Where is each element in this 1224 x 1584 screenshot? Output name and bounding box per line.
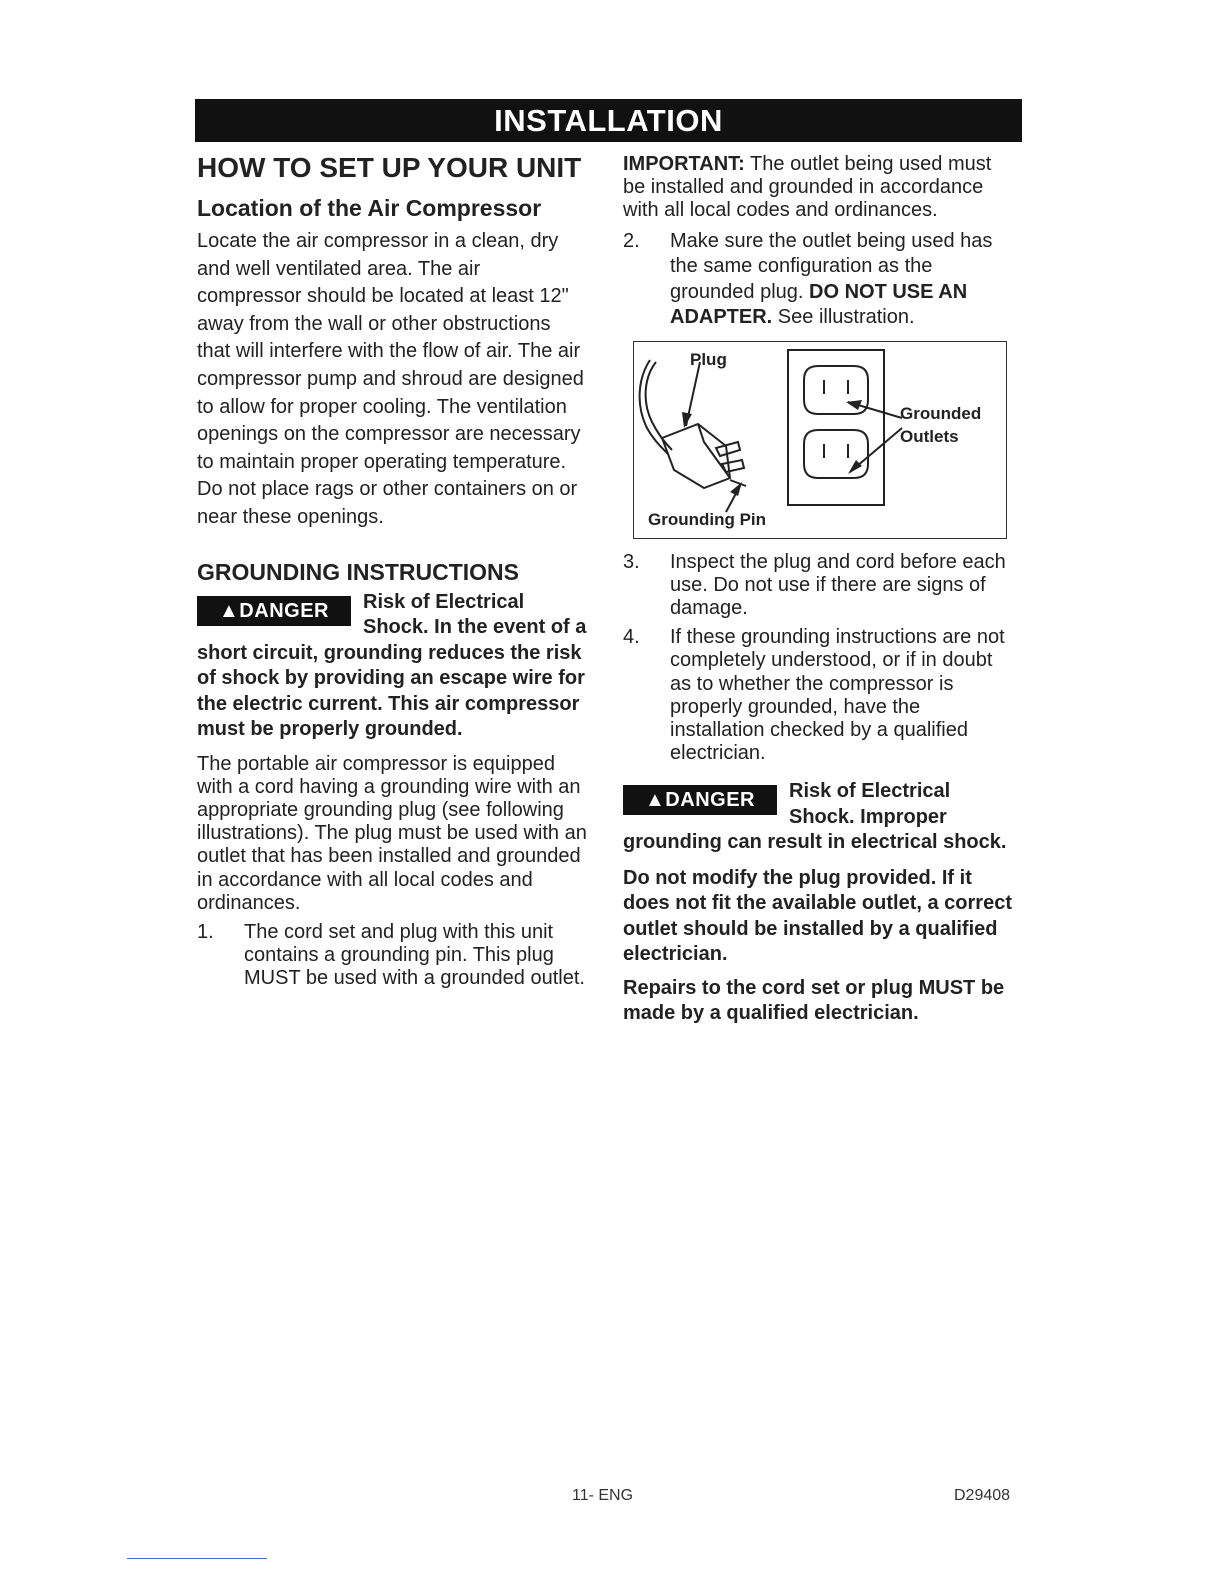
repairs-warning: Repairs to the cord set or plug MUST be made by a qualified electrician. [623, 976, 1005, 1025]
steps-right-a [623, 229, 1018, 331]
step-3 [623, 551, 1018, 621]
step-bold: DO NOT USE AN ADAPTER. [670, 280, 968, 329]
important-text: The outlet being used must be installed and grounded in accordance with all local codes and ordinances. [623, 153, 992, 222]
ground-pin [730, 480, 746, 486]
document-code: D29408 [954, 1487, 1011, 1504]
grounded-label: Grounded [900, 403, 982, 423]
prong-2 [722, 460, 744, 472]
outlet-plate [788, 350, 884, 505]
section-banner: INSTALLATION [195, 99, 1022, 142]
danger-notice [197, 590, 587, 743]
grounding-pin-label: Grounding Pin [648, 509, 767, 529]
step-number: 3. [623, 550, 640, 573]
cord-line [646, 362, 672, 450]
danger-notice-2 [623, 779, 1018, 856]
step-tail: See illustration. [777, 306, 915, 329]
step-2 [623, 229, 1018, 331]
portable-text: The portable air compressor is equipped with a cord having a grounding wire with an appropriate grounding plug (see following illustrations). The plug must be used with an outlet that has been installed and grounded in accordance with all local codes and ordinances. [197, 752, 587, 914]
outlets-label: Outlets [900, 426, 959, 446]
prong-1 [716, 442, 740, 456]
steps-left [197, 921, 587, 991]
important-note [623, 153, 1018, 223]
right-column [623, 153, 1018, 1027]
step-4 [623, 626, 1018, 765]
location-heading: Location of the Air Compressor [197, 195, 542, 221]
modify-warning: Do not modify the plug provided. If it does not fit the available outlet, a correct outlet should be installed by a qualified electrician. [623, 866, 1012, 966]
step-text: Inspect the plug and cord before each use. Do not use if there are signs of damage. [670, 550, 1006, 620]
danger-badge: ▲DANGER [197, 596, 351, 626]
page-number: 11- ENG [572, 1487, 634, 1504]
danger-text: Risk of Electrical Shock. Improper grounding can result in electrical shock. [623, 780, 1007, 854]
danger-badge: ▲DANGER [623, 785, 777, 815]
grounding-heading: GROUNDING INSTRUCTIONS [197, 558, 519, 585]
left-column [197, 150, 587, 991]
danger-text: Risk of Electrical Shock. In the event of a short circuit, grounding reduces the risk of shock by providing an escape wire for the electric current. This air compressor must be properly grounded. [197, 590, 587, 741]
step-text: If these grounding instructions are not completely understood, or if in doubt as to whether the compressor is properly grounded, have the installation checked by a qualified electrician. [670, 626, 1005, 765]
step-text: The cord set and plug with this unit contains a grounding pin. This plug MUST be used with a grounded outlet. [244, 920, 585, 990]
important-label: IMPORTANT: [623, 153, 745, 175]
step-1 [197, 921, 587, 991]
page-title: HOW TO SET UP YOUR UNIT [197, 152, 582, 183]
divider-line [127, 1558, 267, 1559]
outlet-bottom [804, 430, 868, 478]
plug-outlet-illustration [633, 341, 1007, 539]
step-number: 4. [623, 626, 640, 649]
step-number: 1. [197, 920, 214, 943]
plug-label: Plug [690, 349, 727, 369]
step-number: 2. [623, 229, 640, 252]
location-text: Locate the air compressor in a clean, dry and well ventilated area. The air compressor should be located at least 12" away from the wall or other obstructions that will interfere with the flow of air. The air compressor pump and shroud are designed to allow for proper cooling. The ventilation openings on the compressor are necessary to maintain proper operating temperature. Do not place rags or other containers on or near these openings. [197, 230, 584, 528]
step-text: Make sure the outlet being used has the same configuration as the grounded plug. [670, 229, 993, 303]
steps-right-b [623, 551, 1018, 766]
